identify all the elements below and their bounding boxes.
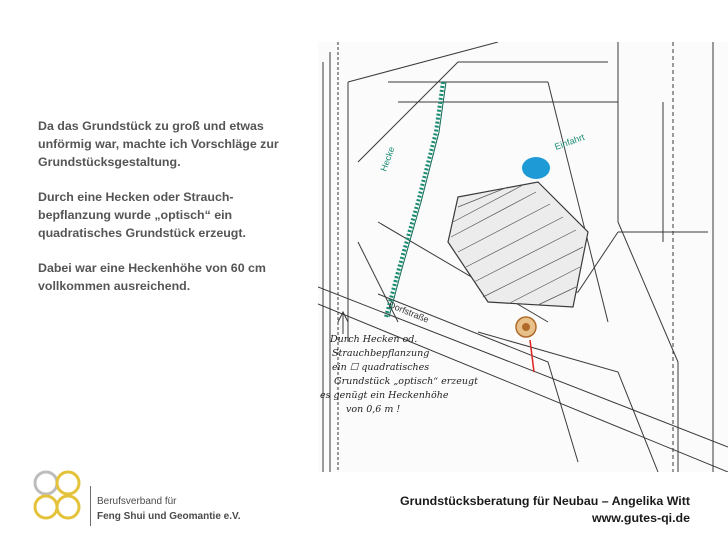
street-label: Dorfstraße [387,299,431,325]
org-name [97,494,241,524]
note-line-5: es genügt ein Heckenhöhe [320,390,449,401]
description-text [38,118,306,314]
org-line-2: Feng Shui und Geomantie e.V. [97,511,241,522]
site-plan-image [318,42,728,472]
org-line-1: Berufsverband für [97,496,177,507]
logo-divider [90,486,91,526]
note-line-2: Strauchbepflanzung [332,348,430,359]
paragraph-3: Dabei war eine Heckenhöhe von 60 cm vollkommen ausreichend. [38,261,266,294]
note-line-1: Durch Hecken od. [330,334,418,345]
entry-label: Einfahrt [553,131,586,152]
association-logo [28,470,88,526]
note-line-3: ein ☐ quadratisches [332,362,430,373]
note-line-4: Grundstück „optisch“ erzeugt [334,376,478,387]
footer-url: www.gutes-qi.de [592,511,690,525]
hedge-label: Hecke [378,145,397,173]
paragraph-2: Durch eine Hecken oder Strauch-bepflanzung wurde „optisch“ ein quadratisches Grundstück erzeugt. [38,190,246,240]
note-line-6: von 0,6 m ! [346,404,401,415]
footer-line-1: Grundstücksberatung für Neubau – Angelika Witt [400,494,690,508]
paragraph-1: Da das Grundstück zu groß und etwas unförmig war, machte ich Vorschläge zur Grundstücksgestaltung. [38,119,279,169]
footer-credit [400,493,690,527]
